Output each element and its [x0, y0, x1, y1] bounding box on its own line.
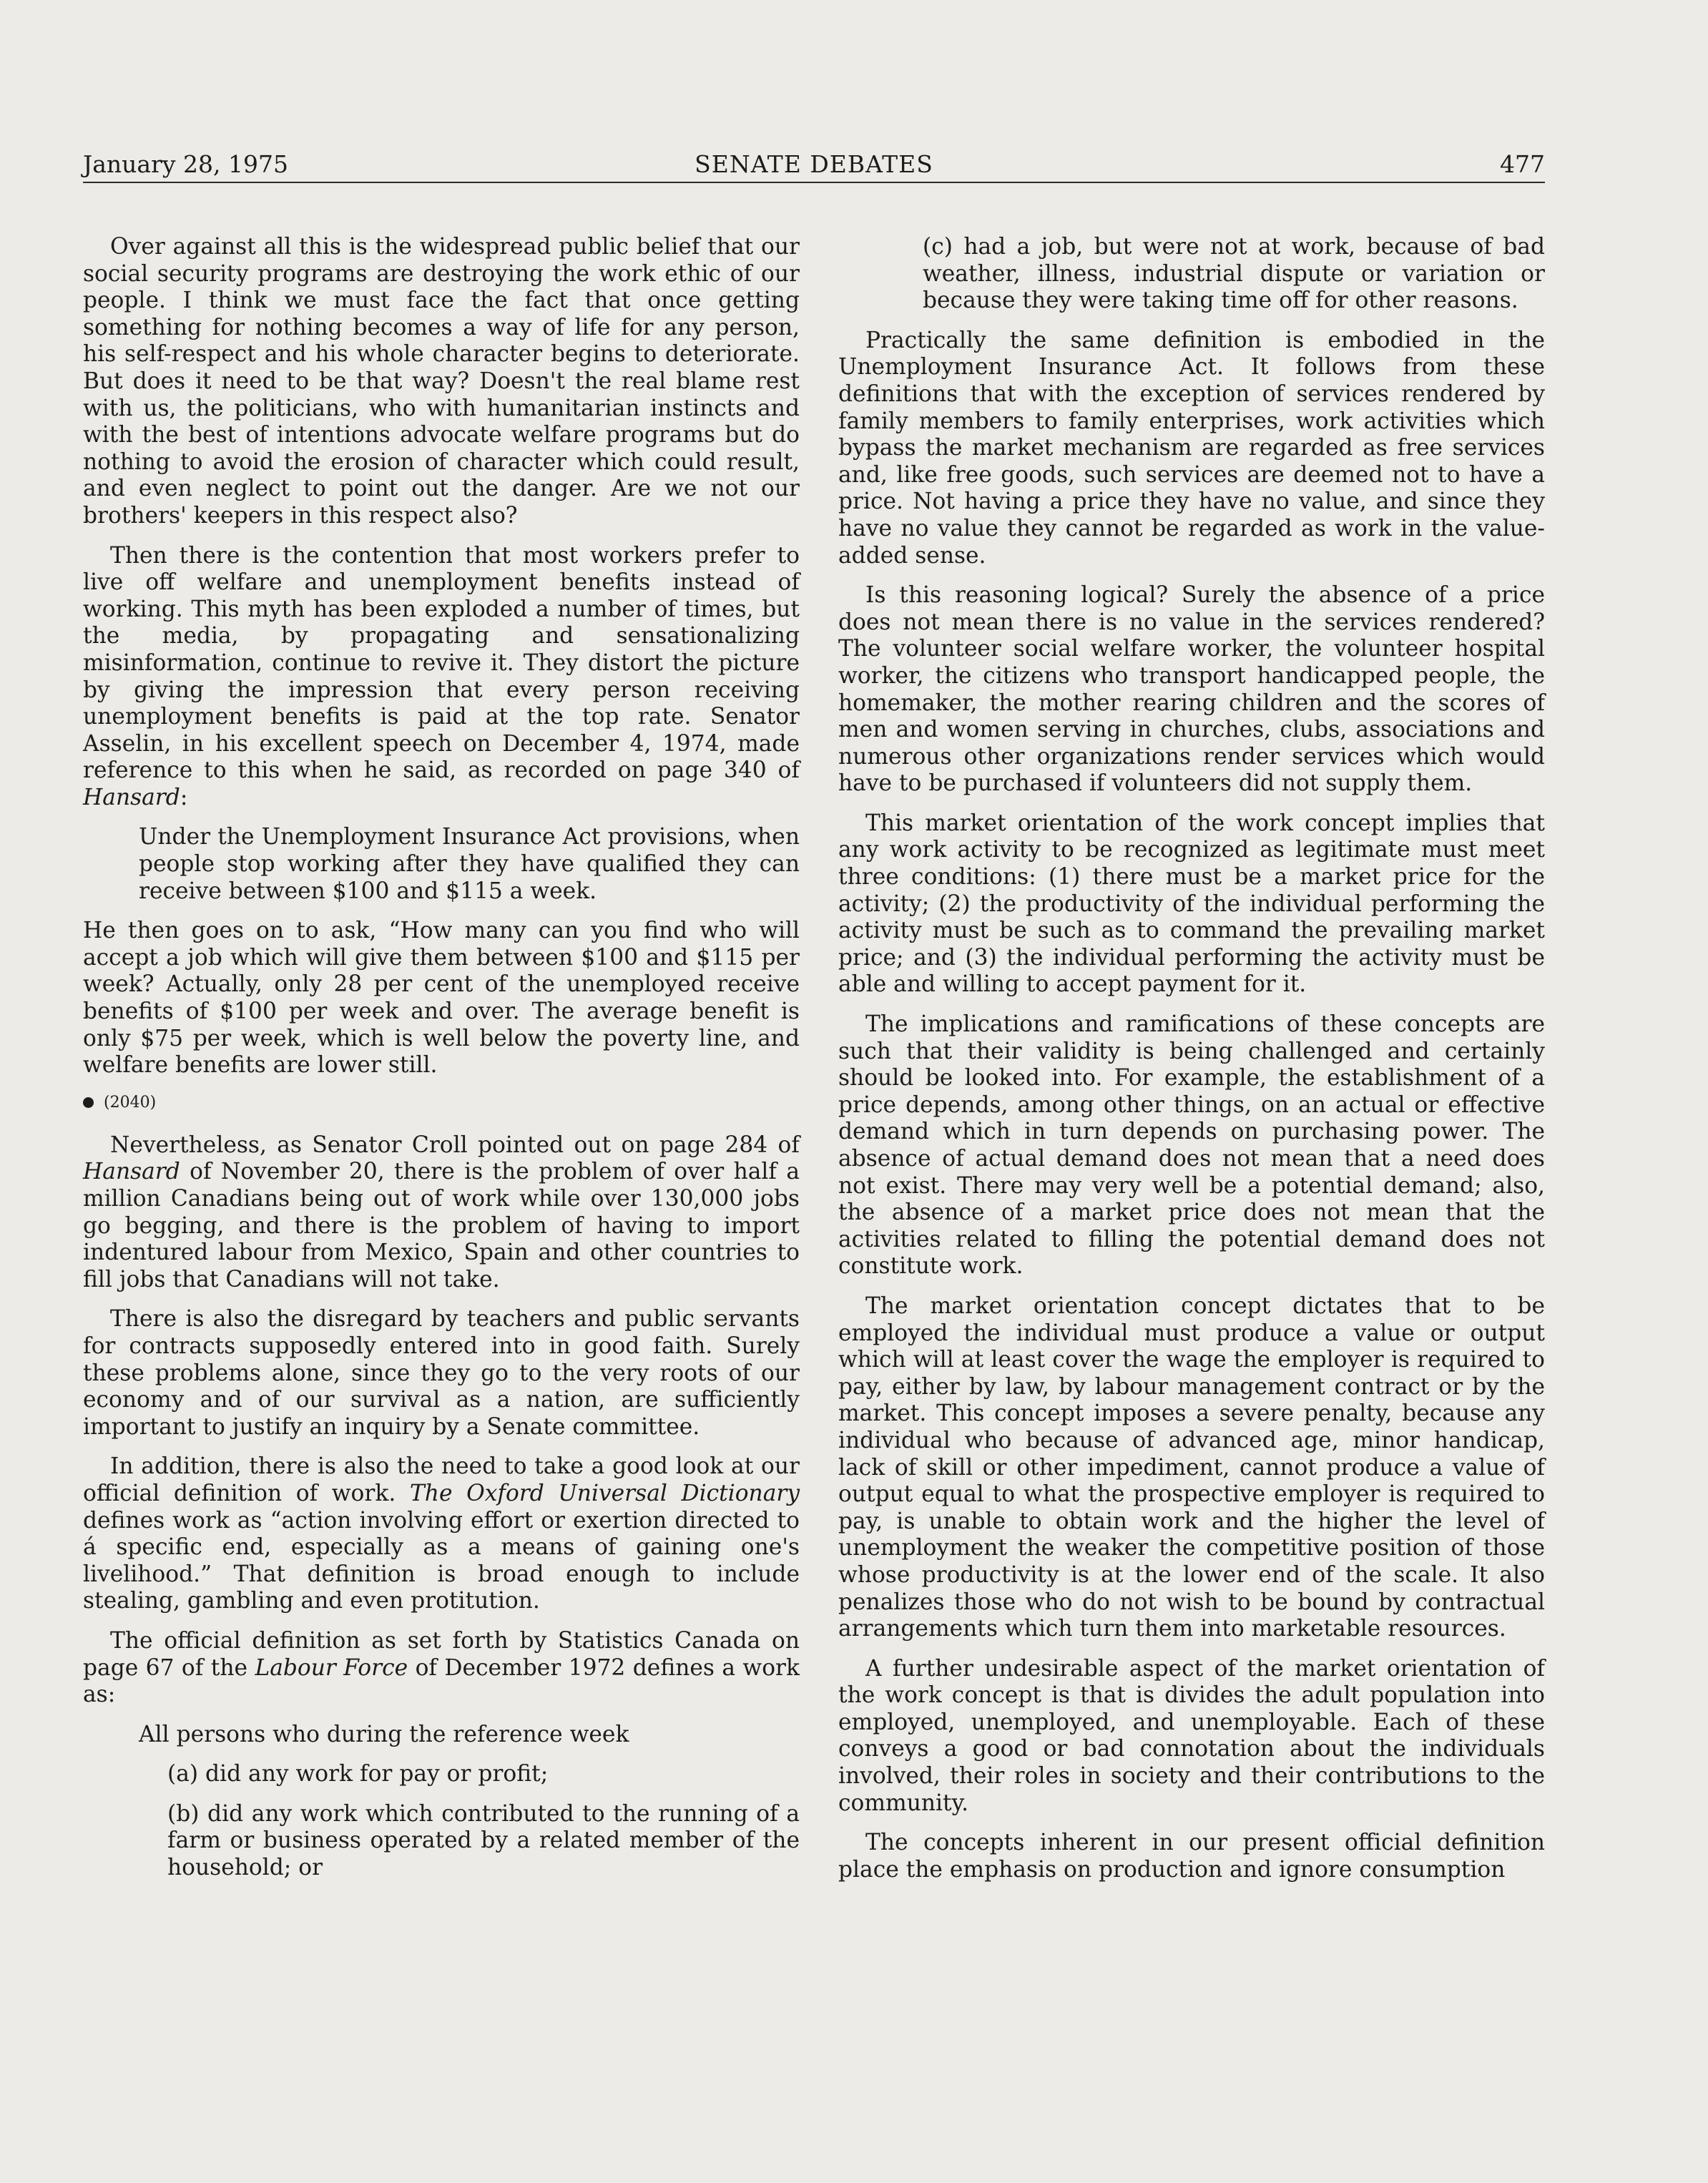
left-column: [83, 234, 800, 1895]
paragraph: [83, 1132, 800, 1294]
list-item: (b) did any work which contributed to the running of a farm or business operated by a related member of the household; or: [167, 1800, 800, 1881]
time-marker-text: (2040): [104, 1093, 157, 1112]
italic-text: Hansard: [83, 1159, 180, 1185]
paragraph-text: defines work as “action involving effort or exertion directed to á specific end, especially as a means of gaining one's livelihood.” That definition is broad enough to include stealing, gambling and even protitution.: [83, 1507, 800, 1614]
paragraph: The concepts inherent in our present official definition place the emphasis on production and ignore consumption: [838, 1830, 1545, 1883]
right-column: [838, 234, 1545, 1896]
paragraph: [83, 543, 800, 812]
paragraph-text: The official definition as set forth by Statistics Canada on page 67 of the: [83, 1627, 800, 1681]
italic-text: Labour Force: [255, 1654, 408, 1681]
paragraph: He then goes on to ask, “How many can you find who will accept a job which will give them between $100 and $115 per week? Actually, only 28 per cent of the unemployed receive benefits of $100 per week and over. The average benefit is only $75 per week, which is well below the poverty line, and welfare benefits are lower still.: [83, 918, 800, 1079]
bullet-icon: [83, 1097, 94, 1108]
paragraph: [83, 1628, 800, 1709]
paragraph: This market orientation of the work concept implies that any work activity to be recognized as legitimate must meet three conditions: (1) there must be a market price for the activity; (2) the productivity of the individual performing the activity must be such as to command the prevailing market price; and (3) the individual performing the activity must be able and willing to accept payment for it.: [838, 810, 1545, 998]
paragraph: The market orientation concept dictates that to be employed the individual must produce a value or output which will at least cover the wage the employer is required to pay, either by law, by labour management contract or by the market. This concept imposes a severe penalty, because any individual who because of advanced age, minor handicap, lack of skill or other impediment, cannot produce a value of output equal to what the prospective employer is required to pay, is unable to obtain work and the higher the level of unemployment the weaker the competitive position of those whose productivity is at the lower end of the scale. It also penalizes those who do not wish to be bound by contractual arrangements which turn them into marketable resources.: [838, 1292, 1545, 1642]
paragraph-text: Nevertheless, as Senator Croll pointed out on page 284 of: [110, 1132, 800, 1158]
list-item: (a) did any work for pay or profit;: [167, 1761, 549, 1787]
paragraph: Practically the same definition is embodied in the Unemployment Insurance Act. It follows from these definitions that with the exception of services rendered by family members to family enterprises, work activities which bypass the market mechanism are regarded as free services and, like free goods, such services are deemed not to have a price. Not having a price they have no value, and since they have no value they cannot be regarded as work in the value-added sense.: [838, 327, 1545, 569]
time-marker: [83, 1092, 800, 1114]
paragraph-text: Then there is the contention that most workers prefer to live off welfare and unemployment benefits instead of working. This myth has been exploded a number of times, but the media, by propagating and sensationalizing misinformation, continue to revive it. They distort the picture by giving the impression that every person receiving unemployment benefits is paid at the top rate. Senator Asselin, in his excellent speech on December 4, 1974, made reference to this when he said, as recorded on page 340 of: [83, 542, 800, 784]
page-header: [83, 147, 1545, 183]
paragraph: Over against all this is the widespread public belief that our social security programs are destroying the work ethic of our people. I think we must face the fact that once getting something for nothing becomes a way of life for any person, his self-respect and his whole character begins to deteriorate. But does it need to be that way? Doesn't the real blame rest with us, the politicians, who with humanitarian instincts and with the best of intentions advocate welfare programs but do nothing to avoid the erosion of character which could result, and even neglect to point out the danger. Are we not our brothers' keepers in this respect also?: [83, 234, 800, 529]
italic-text: The Oxford Universal Dictionary: [409, 1480, 800, 1506]
paragraph: The implications and ramifications of these concepts are such that their validity is being challenged and certainly should be looked into. For example, the establishment of a price depends, among other things, on an actual or effective demand which in turn depends on purchasing power. The absence of actual demand does not mean that a need does not exist. There may very well be a potential demand; also, the absence of a market price does not mean that the activities related to filling the potential demand does not constitute work.: [838, 1011, 1545, 1280]
list-item: (c) had a job, but were not at work, because of bad weather, illness, industrial dispute or variation or because they were taking time off for other reasons.: [923, 234, 1545, 314]
block-quote: Under the Unemployment Insurance Act provisions, when people stop working after they have qualified they can receive between $100 and $115 a week.: [139, 824, 800, 904]
italic-text: Hansard: [83, 784, 180, 810]
header-page-number: 477: [1500, 150, 1545, 178]
paragraph: Is this reasoning logical? Surely the absence of a price does not mean there is no value in the services rendered? The volunteer social welfare worker, the volunteer hospital worker, the citizens who transport handicapped people, the homemaker, the mother rearing children and the scores of men and women serving in churches, clubs, associations and numerous other organizations render services which would have to be purchased if volunteers did not supply them.: [838, 582, 1545, 797]
header-title: SENATE DEBATES: [695, 150, 933, 178]
paragraph: There is also the disregard by teachers and public servants for contracts supposedly entered into in good faith. Surely these problems alone, since they go to the very roots of our economy and of our survival as a nation, are sufficiently important to justify an inquiry by a Senate committee.: [83, 1306, 800, 1440]
paragraph-text: of November 20, there is the problem of over half a million Canadians being out of work while over 130,000 jobs go begging, and there is the problem of having to import indentured labour from Mexico, Spain and other countries to fill jobs that Canadians will not take.: [83, 1159, 800, 1292]
paragraph-text: of December 1972 defines a work as:: [83, 1654, 800, 1708]
paragraph: [83, 1453, 800, 1615]
paragraph-text: In addition, there is also the need to take a good look at our official definition of work.: [83, 1453, 800, 1506]
header-date: January 28, 1975: [83, 150, 288, 178]
paragraph: A further undesirable aspect of the market orientation of the work concept is that is divides the adult population into employed, unemployed, and unemployable. Each of these conveys a good or bad connotation about the individuals involved, their roles in society and their contributions to the community.: [838, 1655, 1545, 1816]
paragraph-text: :: [180, 784, 188, 810]
block-quote: All persons who during the reference week: [139, 1721, 629, 1747]
